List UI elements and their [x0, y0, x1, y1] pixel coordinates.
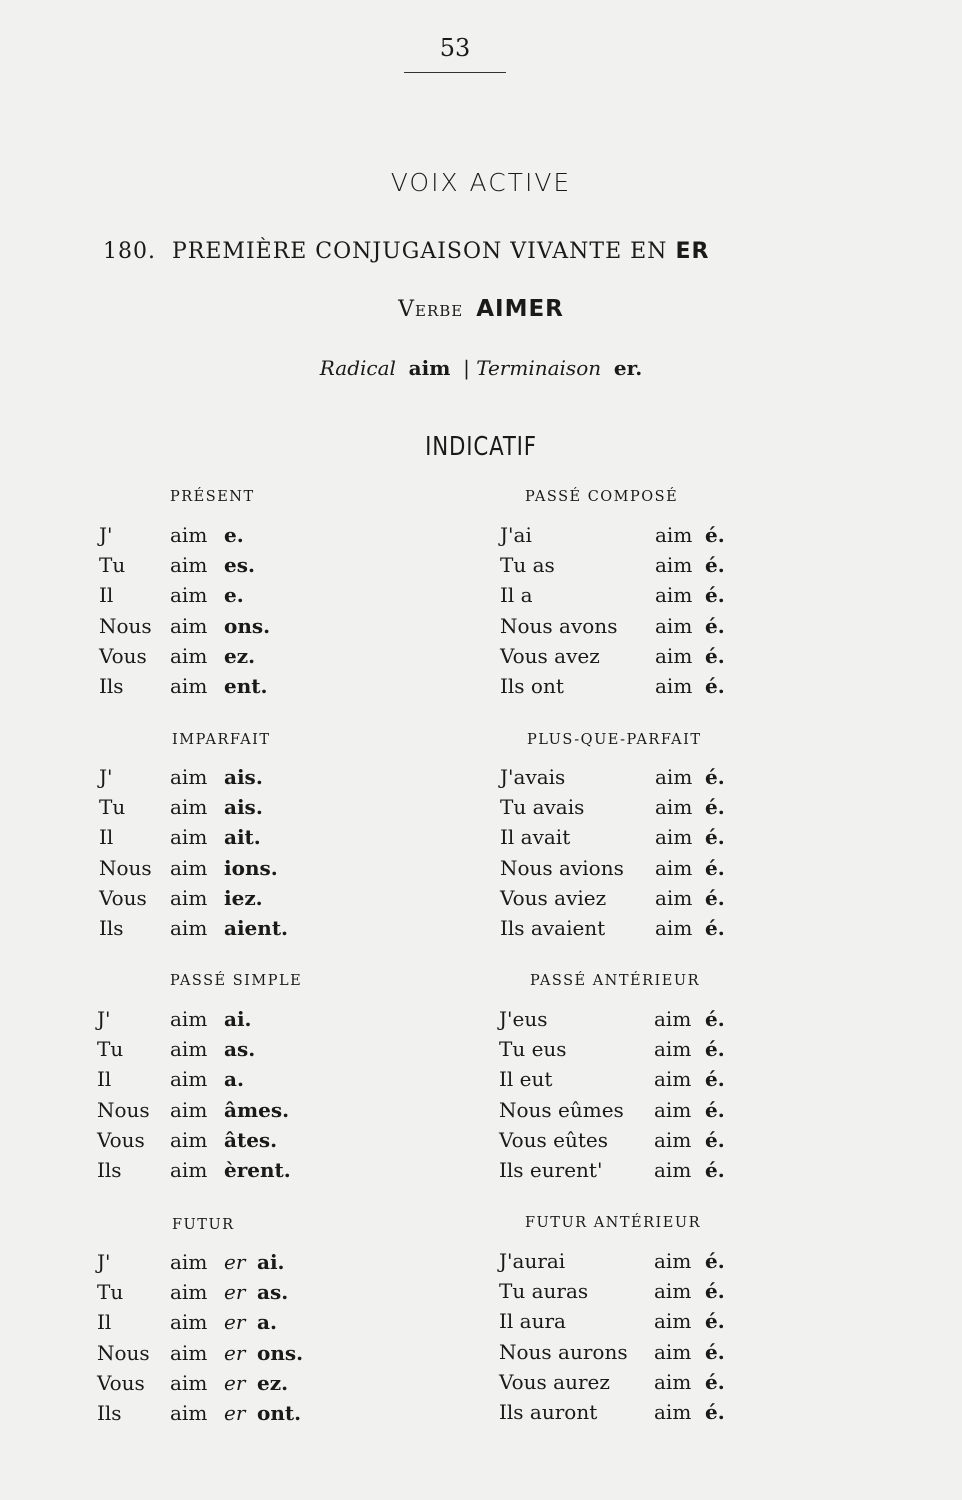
tense-conjugation: [99, 765, 359, 946]
pronoun: Il a: [500, 583, 533, 608]
verb-stem: aim: [655, 915, 693, 940]
pronoun: J'ai: [500, 523, 532, 547]
pronoun: Vous: [99, 885, 147, 910]
conjugation-row: [500, 886, 760, 916]
pronoun: Il: [97, 1067, 112, 1092]
tense-conjugation: [499, 1249, 759, 1430]
verb-ending: é.: [705, 1279, 725, 1304]
conjugation-row: [99, 583, 359, 613]
verb-stem: aim: [170, 1340, 208, 1365]
conjugation-row: [499, 1098, 759, 1128]
conjugation-row: [97, 1341, 357, 1371]
verb-stem: aim: [655, 885, 693, 910]
conjugation-row: [500, 916, 760, 946]
verb-stem: aim: [654, 1279, 692, 1304]
pronoun: Ils: [97, 1400, 122, 1425]
tense-title: IMPARFAIT: [172, 732, 271, 748]
pronoun: Ils ont: [500, 673, 564, 698]
tense-title: PASSÉ ANTÉRIEUR: [530, 973, 700, 989]
pronoun: Il eut: [499, 1067, 553, 1092]
pronoun: Vous eûtes: [499, 1127, 609, 1152]
verb-ending: é.: [705, 765, 725, 789]
conjugation-row: [99, 553, 359, 583]
verb-stem: aim: [170, 613, 208, 638]
radical-label: Radical: [319, 356, 396, 380]
verb-ending: é.: [705, 523, 725, 547]
conjugation-row: [99, 674, 359, 704]
verb-stem: aim: [170, 1097, 208, 1122]
verb-ending: âmes.: [224, 1097, 290, 1122]
verb-stem: aim: [170, 553, 208, 578]
pronoun: Ils: [99, 915, 124, 940]
conjugation-row: [500, 856, 760, 886]
verb-ending: a.: [257, 1310, 277, 1335]
verb-ending: é.: [705, 553, 725, 578]
verb-stem: aim: [654, 1007, 692, 1031]
verb-stem: aim: [655, 643, 693, 668]
pronoun: J': [99, 523, 113, 547]
conjugation-row: [97, 1098, 357, 1128]
future-infix: er: [224, 1340, 246, 1365]
radical-value: aim: [408, 356, 451, 380]
verb-stem: aim: [655, 825, 693, 850]
conjugation-row: [500, 614, 760, 644]
future-infix: er: [224, 1400, 246, 1425]
tense-title: FUTUR: [172, 1217, 235, 1233]
conjugation-row: [500, 644, 760, 674]
verb-ending: iez.: [224, 885, 263, 910]
verb-ending: é.: [705, 613, 725, 638]
verb-ending: ait.: [224, 825, 261, 850]
pronoun: Vous: [97, 1127, 145, 1152]
pronoun: Ils avaient: [500, 915, 606, 940]
verb-stem: aim: [170, 825, 208, 850]
conjugation-row: [97, 1371, 357, 1401]
tense-conjugation: [499, 1007, 759, 1188]
pronoun: Tu: [99, 795, 126, 820]
verb-ending: ent.: [224, 673, 268, 698]
verb-heading: [0, 296, 962, 322]
pronoun: Ils auront: [499, 1399, 598, 1424]
conjugation-row: [499, 1158, 759, 1188]
tense-conjugation: [500, 765, 760, 946]
pronoun: Nous eûmes: [499, 1097, 624, 1122]
tense-conjugation: [99, 523, 359, 704]
pronoun: Nous: [99, 855, 152, 880]
verb-stem: aim: [654, 1309, 692, 1334]
verb-ending: é.: [705, 795, 725, 820]
verb-ending: ais.: [224, 765, 263, 789]
verb-ending: é.: [705, 825, 725, 850]
verb-ending: é.: [705, 885, 725, 910]
tense-conjugation: [500, 523, 760, 704]
verb-ending: ez.: [224, 643, 256, 668]
conjugation-row: [499, 1370, 759, 1400]
future-infix: er: [224, 1370, 246, 1395]
verb-ending: é.: [705, 1037, 725, 1062]
tense-title: PASSÉ COMPOSÉ: [525, 489, 679, 505]
conjugation-row: [500, 765, 760, 795]
verb-stem: aim: [170, 1280, 208, 1305]
pronoun: Nous aurons: [499, 1339, 628, 1364]
conjugation-row: [499, 1400, 759, 1430]
tense-title: PASSÉ SIMPLE: [170, 973, 303, 989]
tense-title: PRÉSENT: [170, 489, 255, 505]
pronoun: Nous avons: [500, 613, 618, 638]
verb-ending: é.: [705, 673, 725, 698]
conjugation-row: [97, 1310, 357, 1340]
verb-ending: ions.: [224, 855, 278, 880]
pronoun: Il: [97, 1310, 112, 1335]
verb-stem: aim: [170, 1067, 208, 1092]
conjugation-row: [499, 1067, 759, 1097]
verb-stem: aim: [170, 1310, 208, 1335]
verb-stem: aim: [170, 915, 208, 940]
conjugation-row: [99, 614, 359, 644]
verb-stem: aim: [170, 1400, 208, 1425]
verb-stem: aim: [654, 1097, 692, 1122]
pronoun: Tu: [97, 1037, 124, 1062]
verb-ending: é.: [705, 855, 725, 880]
verb-stem: aim: [170, 885, 208, 910]
verb-stem: aim: [654, 1067, 692, 1092]
future-infix: er: [224, 1310, 246, 1335]
verb-stem: aim: [170, 1127, 208, 1152]
conjugation-row: [499, 1340, 759, 1370]
tense-title: PLUS-QUE-PARFAIT: [527, 732, 702, 748]
termination-label: Terminaison: [476, 356, 602, 380]
section-heading: [103, 239, 823, 264]
page-number-rule: [404, 72, 506, 73]
verb-ending: e.: [224, 583, 244, 608]
verb-stem: aim: [170, 1370, 208, 1395]
page-number: 53: [439, 34, 471, 62]
conjugation-row: [500, 553, 760, 583]
verb-ending: é.: [705, 1097, 725, 1122]
pronoun: Tu as: [500, 553, 555, 578]
conjugation-row: [99, 644, 359, 674]
radical-separator: |: [463, 356, 470, 380]
conjugation-row: [499, 1128, 759, 1158]
conjugation-row: [499, 1309, 759, 1339]
verb-stem: aim: [654, 1339, 692, 1364]
conjugation-row: [499, 1279, 759, 1309]
verb-ending: é.: [705, 1369, 725, 1394]
verb-ending: é.: [705, 583, 725, 608]
pronoun: Vous: [99, 643, 147, 668]
verb-ending: as.: [257, 1280, 289, 1305]
verb-ending: é.: [705, 1127, 725, 1152]
conjugation-row: [97, 1250, 357, 1280]
verb-ending: é.: [705, 1399, 725, 1424]
pronoun: Tu auras: [499, 1279, 589, 1304]
conjugation-row: [99, 825, 359, 855]
conjugation-row: [97, 1128, 357, 1158]
conjugation-row: [99, 523, 359, 553]
tense-conjugation: [97, 1250, 357, 1431]
pronoun: Nous: [97, 1340, 150, 1365]
verb-stem: aim: [655, 613, 693, 638]
pronoun: Nous: [97, 1097, 150, 1122]
verb-stem: aim: [170, 1037, 208, 1062]
conjugation-row: [99, 916, 359, 946]
conjugation-row: [97, 1401, 357, 1431]
verb-ending: é.: [705, 1157, 725, 1182]
verb-ending: âtes.: [224, 1127, 278, 1152]
conjugation-row: [97, 1067, 357, 1097]
conjugation-row: [500, 795, 760, 825]
verb-ending: é.: [705, 1309, 725, 1334]
verb-ending: as.: [224, 1037, 256, 1062]
verb-ending: é.: [705, 1249, 725, 1273]
pronoun: Nous: [99, 613, 152, 638]
verb-stem: aim: [170, 523, 208, 547]
voice-heading: VOIX ACTIVE: [390, 168, 572, 197]
verb-ending: é.: [705, 1339, 725, 1364]
pronoun: Tu: [99, 553, 126, 578]
verb-ending: ai.: [257, 1250, 285, 1274]
verb-ending: aient.: [224, 915, 289, 940]
conjugation-row: [97, 1007, 357, 1037]
verb-stem: aim: [655, 583, 693, 608]
verb-ending: ont.: [257, 1400, 302, 1425]
verb-stem: aim: [654, 1369, 692, 1394]
verb-stem: aim: [170, 855, 208, 880]
verb-stem: aim: [655, 795, 693, 820]
section-title: PREMIÈRE CONJUGAISON VIVANTE EN: [171, 239, 668, 264]
pronoun: Ils eurent': [499, 1157, 603, 1182]
conjugation-row: [99, 765, 359, 795]
conjugation-row: [97, 1280, 357, 1310]
verb-ending: é.: [705, 1007, 725, 1031]
conjugation-row: [99, 856, 359, 886]
section-number: 180.: [103, 239, 156, 264]
verb-stem: aim: [170, 765, 208, 789]
verb-ending: èrent.: [224, 1157, 291, 1182]
verb-name: AIMER: [476, 296, 564, 322]
pronoun: Il: [99, 583, 114, 608]
pronoun: Il: [99, 825, 114, 850]
verb-ending: é.: [705, 643, 725, 668]
verb-ending: e.: [224, 523, 244, 547]
verb-ending: ons.: [224, 613, 271, 638]
pronoun: Ils: [99, 673, 124, 698]
verb-ending: é.: [705, 915, 725, 940]
tense-title: FUTUR ANTÉRIEUR: [525, 1215, 701, 1231]
conjugation-row: [500, 825, 760, 855]
verb-stem: aim: [170, 795, 208, 820]
verb-ending: ais.: [224, 795, 263, 820]
verb-stem: aim: [654, 1249, 692, 1273]
verb-stem: aim: [654, 1157, 692, 1182]
conjugation-row: [500, 523, 760, 553]
conjugation-row: [97, 1158, 357, 1188]
verb-stem: aim: [654, 1037, 692, 1062]
future-infix: er: [224, 1250, 246, 1274]
pronoun: J': [97, 1250, 111, 1274]
verb-stem: aim: [170, 583, 208, 608]
verb-ending: ez.: [257, 1370, 289, 1395]
verb-stem: aim: [170, 643, 208, 668]
pronoun: Vous: [97, 1370, 145, 1395]
pronoun: Vous avez: [500, 643, 600, 668]
pronoun: Tu: [97, 1280, 124, 1305]
pronoun: J'avais: [500, 765, 566, 789]
verb-stem: aim: [654, 1399, 692, 1424]
pronoun: Ils: [97, 1157, 122, 1182]
conjugation-row: [499, 1037, 759, 1067]
conjugation-row: [499, 1007, 759, 1037]
verb-stem: aim: [170, 1007, 208, 1031]
pronoun: Tu eus: [499, 1037, 567, 1062]
pronoun: Vous aviez: [500, 885, 607, 910]
future-infix: er: [224, 1280, 246, 1305]
verb-stem: aim: [655, 553, 693, 578]
verb-stem: aim: [655, 523, 693, 547]
verb-stem: aim: [170, 673, 208, 698]
pronoun: J': [99, 765, 113, 789]
verb-ending: ai.: [224, 1007, 252, 1031]
section-ending: ER: [675, 239, 710, 264]
verb-ending: ons.: [257, 1340, 304, 1365]
verb-stem: aim: [654, 1127, 692, 1152]
conjugation-row: [99, 886, 359, 916]
verb-stem: aim: [655, 765, 693, 789]
conjugation-row: [99, 795, 359, 825]
verb-label: Verbe: [398, 297, 464, 322]
radical-line: [0, 356, 962, 380]
tense-conjugation: [97, 1007, 357, 1188]
verb-stem: aim: [655, 673, 693, 698]
pronoun: Il aura: [499, 1309, 566, 1334]
verb-ending: é.: [705, 1067, 725, 1092]
pronoun: Il avait: [500, 825, 571, 850]
conjugation-row: [97, 1037, 357, 1067]
termination-value: er.: [613, 356, 643, 380]
pronoun: J': [97, 1007, 111, 1031]
pronoun: J'eus: [499, 1007, 548, 1031]
pronoun: Nous avions: [500, 855, 624, 880]
pronoun: J'aurai: [499, 1249, 566, 1273]
conjugation-row: [500, 583, 760, 613]
pronoun: Tu avais: [500, 795, 585, 820]
conjugation-row: [500, 674, 760, 704]
verb-stem: aim: [170, 1250, 208, 1274]
pronoun: Vous aurez: [499, 1369, 610, 1394]
verb-ending: a.: [224, 1067, 244, 1092]
mood-heading: INDICATIF: [425, 432, 537, 462]
conjugation-row: [499, 1249, 759, 1279]
verb-stem: aim: [170, 1157, 208, 1182]
verb-ending: es.: [224, 553, 255, 578]
verb-stem: aim: [655, 855, 693, 880]
